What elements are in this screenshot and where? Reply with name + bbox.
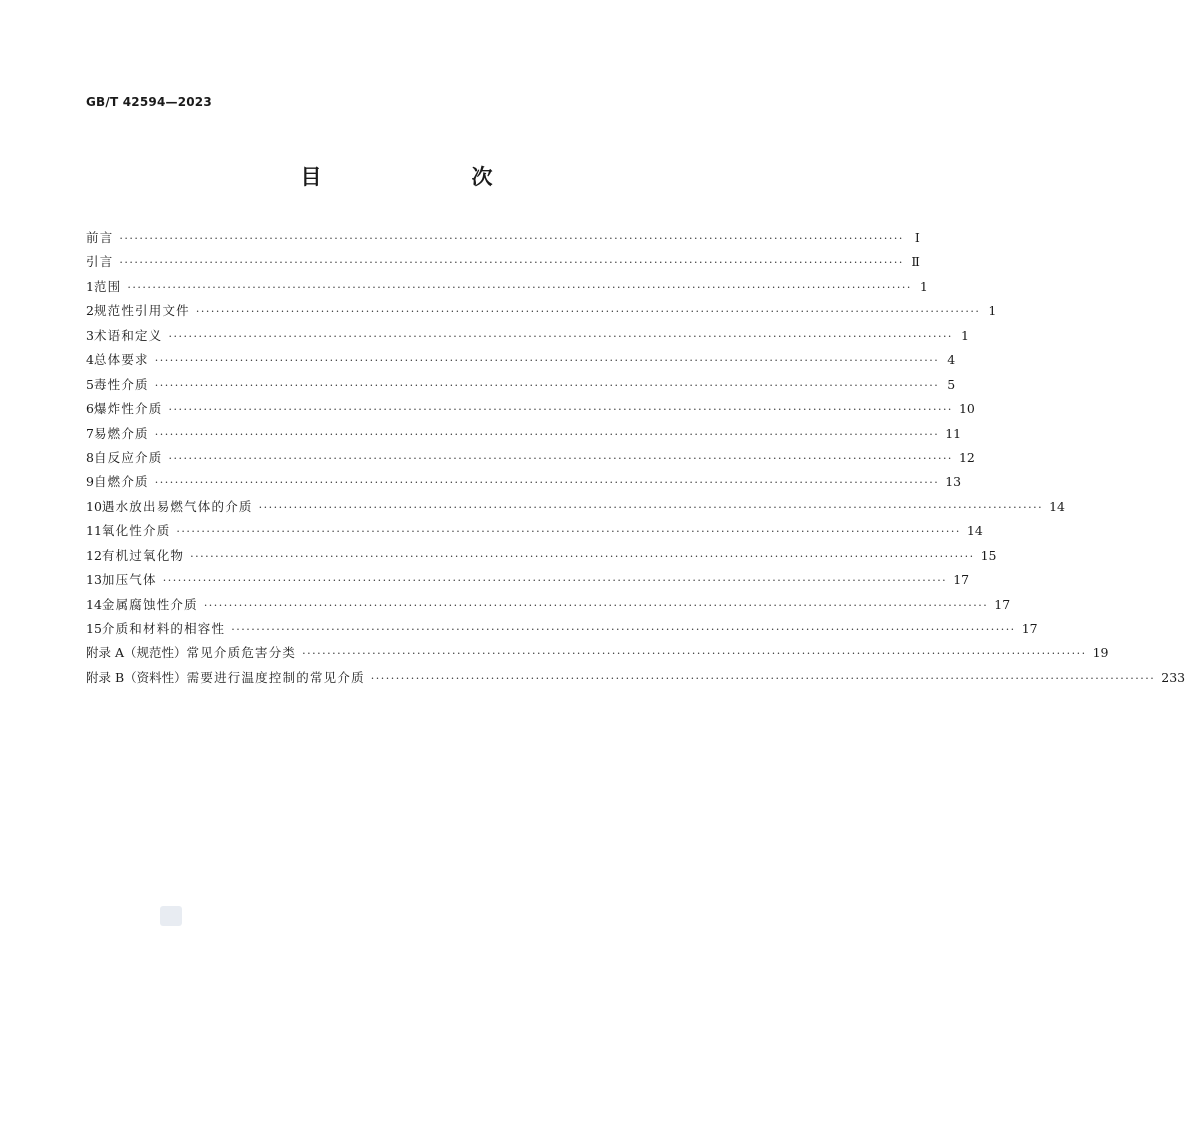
- watermark-logo: [160, 906, 182, 926]
- toc-page-number: 1: [919, 278, 928, 294]
- toc-title: 易燃介质: [93, 425, 149, 441]
- toc-entry-11[interactable]: [86, 521, 983, 545]
- toc-title: 规范性引用文件: [93, 303, 190, 319]
- toc-entry-4[interactable]: [86, 350, 956, 374]
- toc-page-number: 233: [1161, 669, 1185, 685]
- toc-page-number: 17: [994, 596, 1011, 612]
- toc-page-number: 4: [947, 352, 956, 368]
- toc-number: 附录 A（规范性）: [86, 645, 187, 661]
- toc-title: 有机过氧化物: [101, 547, 185, 563]
- toc-title: 氧化性介质: [101, 523, 171, 539]
- toc-page-number: 14: [1049, 498, 1065, 514]
- toc-entry-7[interactable]: [86, 424, 962, 448]
- toc-page-number: 19: [1092, 645, 1109, 661]
- toc-entry-8[interactable]: [86, 448, 975, 472]
- toc-entry-1[interactable]: [86, 277, 928, 301]
- toc-number: 2: [86, 303, 94, 319]
- toc-title: 术语和定义: [93, 327, 163, 343]
- toc-page-number: Ⅰ: [914, 230, 920, 245]
- toc-title: 毒性介质: [93, 376, 149, 392]
- toc-leader-dots: ·····························································································································································: [154, 354, 940, 368]
- toc-leader-dots: ·····························································································································································: [195, 305, 981, 319]
- toc-title: 需要进行温度控制的常见介质: [186, 669, 365, 685]
- toc-number: 附录 B（资料性）: [86, 669, 187, 685]
- toc-number: 11: [86, 523, 102, 539]
- toc-page-number: 1: [988, 303, 997, 319]
- toc-number: 14: [86, 596, 102, 612]
- toc-title: 遇水放出易燃气体的介质: [101, 498, 253, 514]
- toc-page-number: 10: [958, 401, 975, 417]
- toc-number: 1: [86, 278, 94, 294]
- toc-leader-dots: ·····························································································································································: [231, 623, 1016, 636]
- toc-page-number: 15: [980, 547, 997, 563]
- toc-entry-9[interactable]: [86, 472, 962, 496]
- toc-page-number: 14: [966, 523, 983, 539]
- toc-leader-dots: ·····························································································································································: [127, 280, 912, 294]
- toc-number: 8: [86, 449, 94, 465]
- toc-leader-dots: ·····························································································································································: [119, 232, 904, 245]
- toc-title: 自燃介质: [93, 474, 149, 490]
- toc-number: 7: [86, 425, 94, 441]
- toc-leader-dots: ·····························································································································································: [203, 598, 989, 612]
- toc-entry-14[interactable]: [86, 595, 1011, 619]
- toc-entry-3[interactable]: [86, 326, 969, 350]
- toc-entry-introduction[interactable]: [86, 252, 920, 276]
- toc-leader-dots: ·····························································································································································: [258, 500, 1044, 514]
- toc-number: 12: [86, 547, 102, 563]
- toc-page-number: 17: [953, 572, 970, 588]
- toc-page-number: 1: [960, 327, 969, 343]
- toc-entry-foreword[interactable]: [86, 228, 920, 252]
- toc-leader-dots: ·····························································································································································: [302, 647, 1087, 661]
- toc-title: 范围: [93, 278, 122, 294]
- toc-page-number: 13: [945, 474, 962, 490]
- toc-entry-2[interactable]: [86, 301, 997, 325]
- toc-title: 前言: [86, 230, 114, 245]
- toc-entry-10[interactable]: [86, 497, 1065, 521]
- toc-title: 金属腐蚀性介质: [101, 596, 198, 612]
- toc-entry-5[interactable]: [86, 375, 956, 399]
- toc-page-number: 17: [1021, 621, 1038, 636]
- toc-number: 3: [86, 327, 94, 343]
- toc-leader-dots: ·····························································································································································: [154, 476, 940, 490]
- toc-leader-dots: ·····························································································································································: [190, 549, 975, 563]
- toc-title: 引言: [86, 254, 114, 270]
- toc-number: 15: [86, 621, 102, 636]
- toc-page-number: Ⅱ: [911, 254, 920, 270]
- toc-entry-12[interactable]: [86, 546, 997, 570]
- toc-title: 总体要求: [93, 352, 149, 368]
- toc-title: 介质和材料的相容性: [101, 621, 226, 636]
- toc-number: 4: [86, 352, 94, 368]
- toc-title: 爆炸性介质: [93, 401, 163, 417]
- toc-title: 加压气体: [101, 572, 157, 588]
- toc-number: 13: [86, 572, 102, 588]
- toc-number: 5: [86, 376, 94, 392]
- toc-title: 常见介质危害分类: [186, 645, 297, 661]
- toc-number: 10: [86, 498, 102, 514]
- toc-leader-dots: ·····························································································································································: [154, 378, 940, 392]
- toc-leader-dots: ·····························································································································································: [176, 525, 961, 539]
- toc-number: 6: [86, 401, 94, 417]
- standard-code: GB/T 42594—2023: [86, 95, 212, 109]
- page-title: 目 次: [300, 165, 529, 189]
- toc-leader-dots: ·····························································································································································: [162, 574, 948, 588]
- toc-entry-15[interactable]: [86, 619, 1038, 643]
- toc-entry-6[interactable]: [86, 399, 975, 423]
- table-of-contents: [86, 228, 1185, 692]
- toc-entry-appendix-b[interactable]: [86, 668, 1185, 692]
- toc-leader-dots: ·····························································································································································: [119, 256, 904, 270]
- toc-leader-dots: ·····························································································································································: [154, 427, 940, 441]
- toc-leader-dots: ·····························································································································································: [370, 671, 1156, 685]
- toc-number: 9: [86, 474, 94, 490]
- toc-leader-dots: ·····························································································································································: [168, 329, 953, 343]
- toc-title: 自反应介质: [93, 449, 163, 465]
- toc-leader-dots: ·····························································································································································: [168, 451, 953, 465]
- toc-page-number: 12: [958, 449, 975, 465]
- toc-page-number: 11: [945, 425, 962, 441]
- toc-entry-13[interactable]: [86, 570, 970, 594]
- toc-page-number: 5: [947, 376, 956, 392]
- toc-entry-appendix-a[interactable]: [86, 643, 1109, 667]
- toc-leader-dots: ·····························································································································································: [168, 403, 953, 417]
